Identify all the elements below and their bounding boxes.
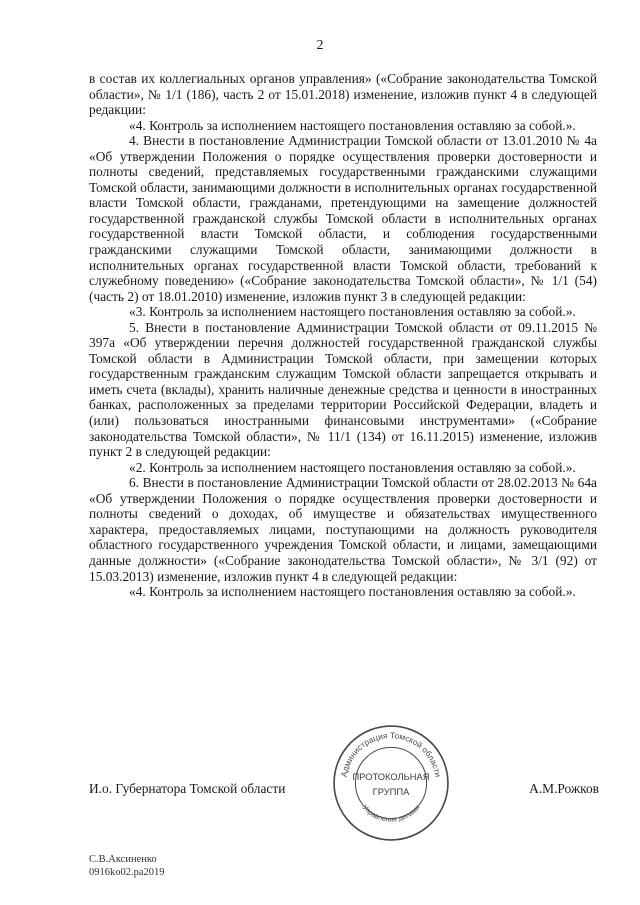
page-number: 2 xyxy=(316,38,324,53)
official-stamp xyxy=(330,722,452,844)
paragraph: 6. Внести в постановление Администрации Томской области от 28.02.2013 № 64а «Об утверждении Положения о порядке осуществления проверки достоверности и полноты сведений о доходах, об имуществе и обязательствах имущественного характера, предоставляемых лицами, поступающими на должность руководителя областного государственного учреждения Томской области, и лицами, замещающими данные должности» («Собрание законодательства Томской области», № 3/1 (92) от 15.03.2013) изменение, изложив пункт 4 в следующей редакции: xyxy=(89,475,597,584)
paragraph: «3. Контроль за исполнением настоящего постановления оставляю за собой.». xyxy=(129,304,576,320)
signatory-title: И.о. Губернатора Томской области xyxy=(89,781,286,796)
paragraph: 5. Внести в постановление Администрации Томской области от 09.11.2015 № 397а «Об утверждении перечня должностей государственной гражданской службы Томской области в Администрации Томской области, при замещении которых государственным гражданским служащим Томской области запрещается открывать и иметь счета (вклады), хранить наличные денежные средства и ценности в иностранных банках, расположенных за пределами территории Российской Федерации, владеть и (или) пользоваться иностранными финансовыми инструментами» («Собрание законодательства Томской области», № 11/1 (134) от 16.11.2015) изменение, изложив пункт 2 в следующей редакции: xyxy=(89,319,597,460)
paragraph: «4. Контроль за исполнением настоящего постановления оставляю за собой.». xyxy=(129,117,576,133)
footer-doc-code: 0916ko02.ра2019 xyxy=(89,867,165,878)
paragraph: 4. Внести в постановление Администрации Томской области от 13.01.2010 № 4а «Об утверждении Положения о порядке осуществления проверки достоверности и полноты сведений, представляемых государственными гражданскими служащими Томской области, занимающими должности в исполнительных органах государственной власти Томской области, гражданами, претендующими на замещение должностей государственной гражданской службы Томской области в исполнительных органах государственной власти Томской области, и соблюдения государственными гражданскими служащими Томской области, занимающими должности в исполнительных органах государственной власти Томской области, требований к служебному поведению» («Собрание законодательства Томской области», № 1/1 (54) (часть 2) от 18.01.2010) изменение, изложив пункт 3 в следующей редакции: xyxy=(89,133,597,304)
footer-author: С.В.Аксиненко xyxy=(89,854,157,865)
stamp-ring-text: Администрация Томской области xyxy=(338,730,444,778)
stamp-center-line2: ГРУППА xyxy=(372,787,410,798)
document-body xyxy=(89,71,597,600)
paragraph: в состав их коллегиальных органов управления» («Собрание законодательства Томской области», № 1/1 (186), часть 2 от 15.01.2018) изменение, изложив пункт 4 в следующей редакции: xyxy=(89,71,597,118)
footer-info xyxy=(89,853,165,879)
stamp-center-line1: ПРОТОКОЛЬНАЯ xyxy=(352,771,430,782)
paragraph: «2. Контроль за исполнением настоящего постановления оставляю за собой.». xyxy=(129,459,576,475)
signatory-name: А.М.Рожков xyxy=(529,781,599,796)
stamp-bottom-text: Управление делами xyxy=(360,803,422,824)
paragraph: «4. Контроль за исполнением настоящего постановления оставляю за собой.». xyxy=(129,584,576,600)
